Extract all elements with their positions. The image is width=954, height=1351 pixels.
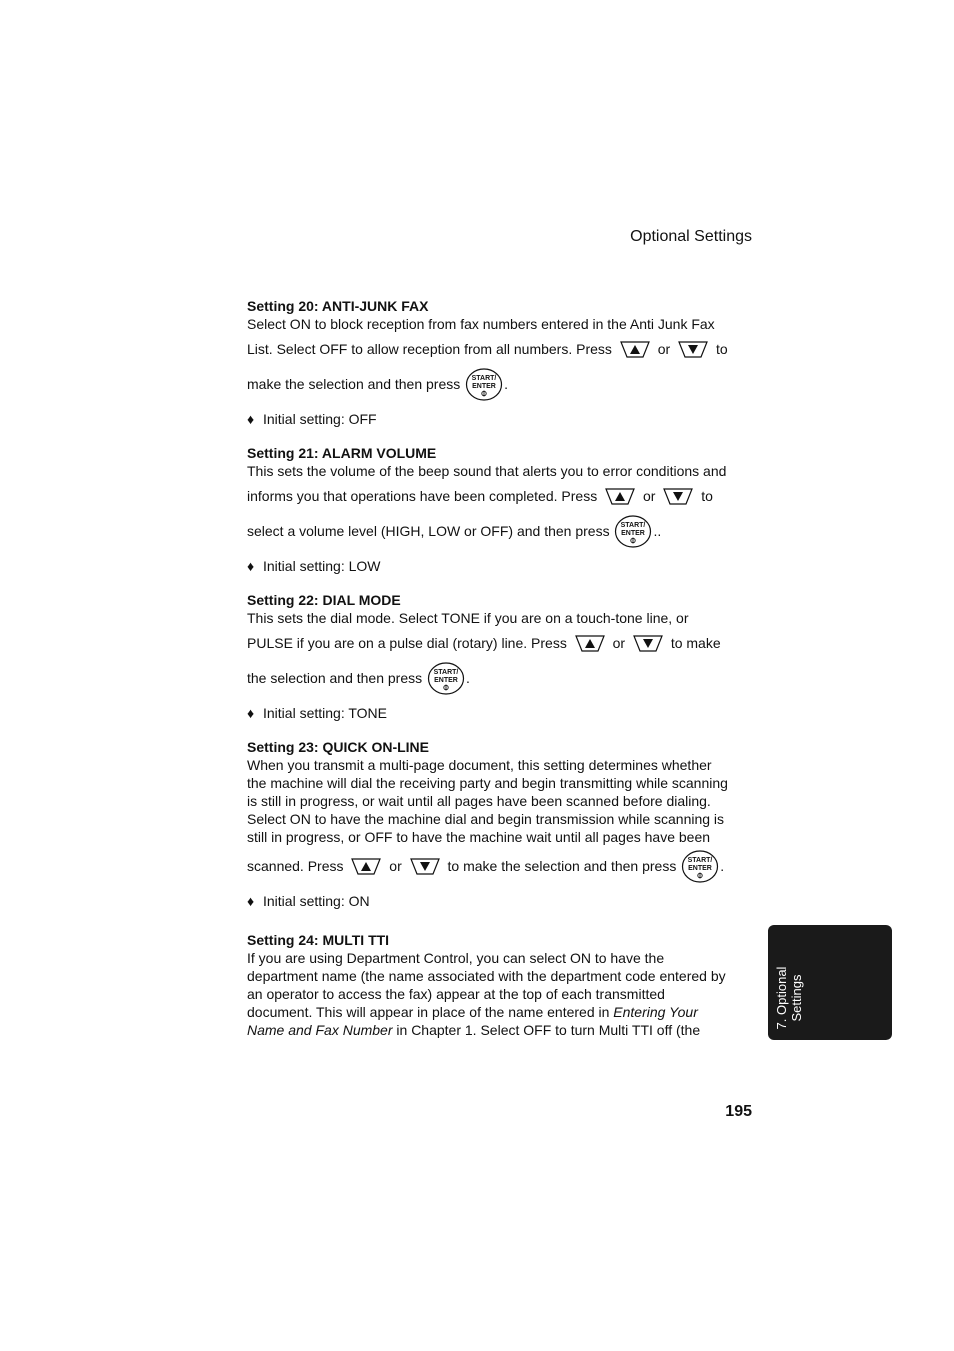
body-text-line (247, 366, 742, 402)
diamond-bullet-icon: ♦ (247, 893, 255, 909)
up-arrow-key-icon (351, 858, 381, 875)
setting-21-section (247, 445, 742, 575)
initial-setting-item (247, 410, 742, 428)
down-arrow-key-icon (663, 488, 693, 505)
to-make-text: to make (670, 635, 721, 651)
body-text-line: If you are using Department Control, you can select ON to have the (247, 950, 665, 966)
body-text-line: Select ON to block reception from fax numbers entered in the Anti Junk Fax (247, 316, 715, 332)
body-text: List. Select OFF to allow reception from all numbers. Press (247, 341, 612, 357)
or-text: or (389, 858, 402, 874)
initial-setting-item (247, 892, 742, 910)
side-tab-line: 7. Optional (774, 966, 789, 1030)
body-text-line: This sets the dial mode. Select TONE if you are on a touch-tone line, or (247, 610, 689, 626)
diamond-bullet-icon: ♦ (247, 558, 255, 574)
initial-setting-item (247, 557, 742, 575)
to-text: to (715, 341, 728, 357)
body-text-line: is still in progress, or wait until all pages have been scanned before dialing. (247, 793, 711, 809)
setting-24-section (247, 932, 742, 1039)
up-arrow-key-icon (575, 635, 605, 652)
setting-22-section (247, 592, 742, 722)
section-title: Setting 21: ALARM VOLUME (247, 445, 437, 461)
running-header-title: Optional Settings (630, 228, 752, 245)
body-text-line (247, 1003, 742, 1021)
down-arrow-key-icon (633, 635, 663, 652)
body-text-line (247, 660, 742, 696)
or-text: or (612, 635, 626, 651)
body-text: select a volume level (HIGH, LOW or OFF) and then press (247, 523, 610, 539)
body-text: to make the selection and then press (447, 858, 677, 874)
body-text: informs you that operations have been completed. Press (247, 488, 598, 504)
page-number: 195 (725, 1103, 752, 1120)
svg-text:ENTER: ENTER (434, 676, 458, 684)
diamond-bullet-icon: ♦ (247, 411, 255, 427)
period-text: . (720, 858, 725, 874)
svg-text:START/: START/ (687, 856, 713, 864)
initial-setting-text: Initial setting: OFF (263, 411, 377, 427)
svg-text:START/: START/ (433, 668, 459, 676)
initial-setting-text: Initial setting: LOW (263, 558, 381, 574)
chapter-reference-text: Entering Your (613, 1004, 698, 1020)
body-text-line: an operator to access the fax) appear at the top of each transmitted (247, 986, 665, 1002)
body-text: make the selection and then press (247, 376, 461, 392)
section-title: Setting 23: QUICK ON-LINE (247, 739, 430, 755)
svg-text:ENTER: ENTER (621, 529, 646, 537)
start-enter-button-icon (681, 850, 719, 883)
svg-text:ENTER: ENTER (688, 864, 713, 872)
start-enter-button-icon (614, 515, 652, 548)
body-text-line (247, 848, 742, 884)
body-text-line (247, 627, 742, 660)
section-title: Setting 20: ANTI-JUNK FAX (247, 298, 429, 314)
section-title: Setting 24: MULTI TTI (247, 932, 390, 948)
or-text: or (642, 488, 656, 504)
up-arrow-key-icon (605, 488, 635, 505)
initial-setting-item (247, 704, 742, 722)
svg-text:START/: START/ (471, 374, 497, 382)
body-text-line: department name (the name associated with the department code entered by (247, 968, 726, 984)
or-text: or (657, 341, 671, 357)
period-text: . (504, 376, 509, 392)
body-text-line: This sets the volume of the beep sound that alerts you to error conditions and (247, 463, 727, 479)
body-text-line (247, 1021, 742, 1039)
up-arrow-key-icon (620, 341, 650, 358)
body-text: PULSE if you are on a pulse dial (rotary) line. Press (247, 635, 567, 651)
body-text: in Chapter 1. Select OFF to turn Multi TTI off (the (396, 1022, 701, 1038)
body-text-line: the machine will dial the receiving party and begin transmitting while scanning (247, 775, 728, 791)
svg-text:START/: START/ (621, 521, 646, 529)
body-text-line (247, 333, 742, 366)
body-text-line (247, 480, 742, 513)
start-enter-button-icon (465, 368, 503, 401)
down-arrow-key-icon (410, 858, 440, 875)
body-text: scanned. Press (247, 858, 344, 874)
side-tab-line: Settings (789, 974, 804, 1022)
start-enter-button-icon (427, 662, 465, 695)
section-title: Setting 22: DIAL MODE (247, 592, 401, 608)
body-text-line (247, 513, 742, 549)
body-text: the selection and then press (247, 670, 423, 686)
period-text: . (466, 670, 470, 686)
period-text: .. (653, 523, 662, 539)
setting-23-section (247, 739, 742, 910)
body-text-line: still in progress, or OFF to have the machine wait until all pages have been (247, 829, 711, 845)
chapter-reference-text: Name and Fax Number (247, 1022, 393, 1038)
setting-20-section (247, 298, 742, 428)
down-arrow-key-icon (678, 341, 708, 358)
svg-text:ENTER: ENTER (472, 382, 497, 390)
body-text-line: Select ON to have the machine dial and begin transmission while scanning is (247, 811, 725, 827)
body-text-line: When you transmit a multi-page document, this setting determines whether (247, 757, 712, 773)
chapter-side-tab (768, 925, 892, 1040)
body-text: document. This will appear in place of the name entered in (247, 1004, 610, 1020)
chapter-side-tab-label (774, 953, 814, 1043)
to-text: to (701, 488, 713, 504)
initial-setting-text: Initial setting: TONE (263, 705, 387, 721)
diamond-bullet-icon: ♦ (247, 705, 255, 721)
initial-setting-text: Initial setting: ON (263, 893, 370, 909)
